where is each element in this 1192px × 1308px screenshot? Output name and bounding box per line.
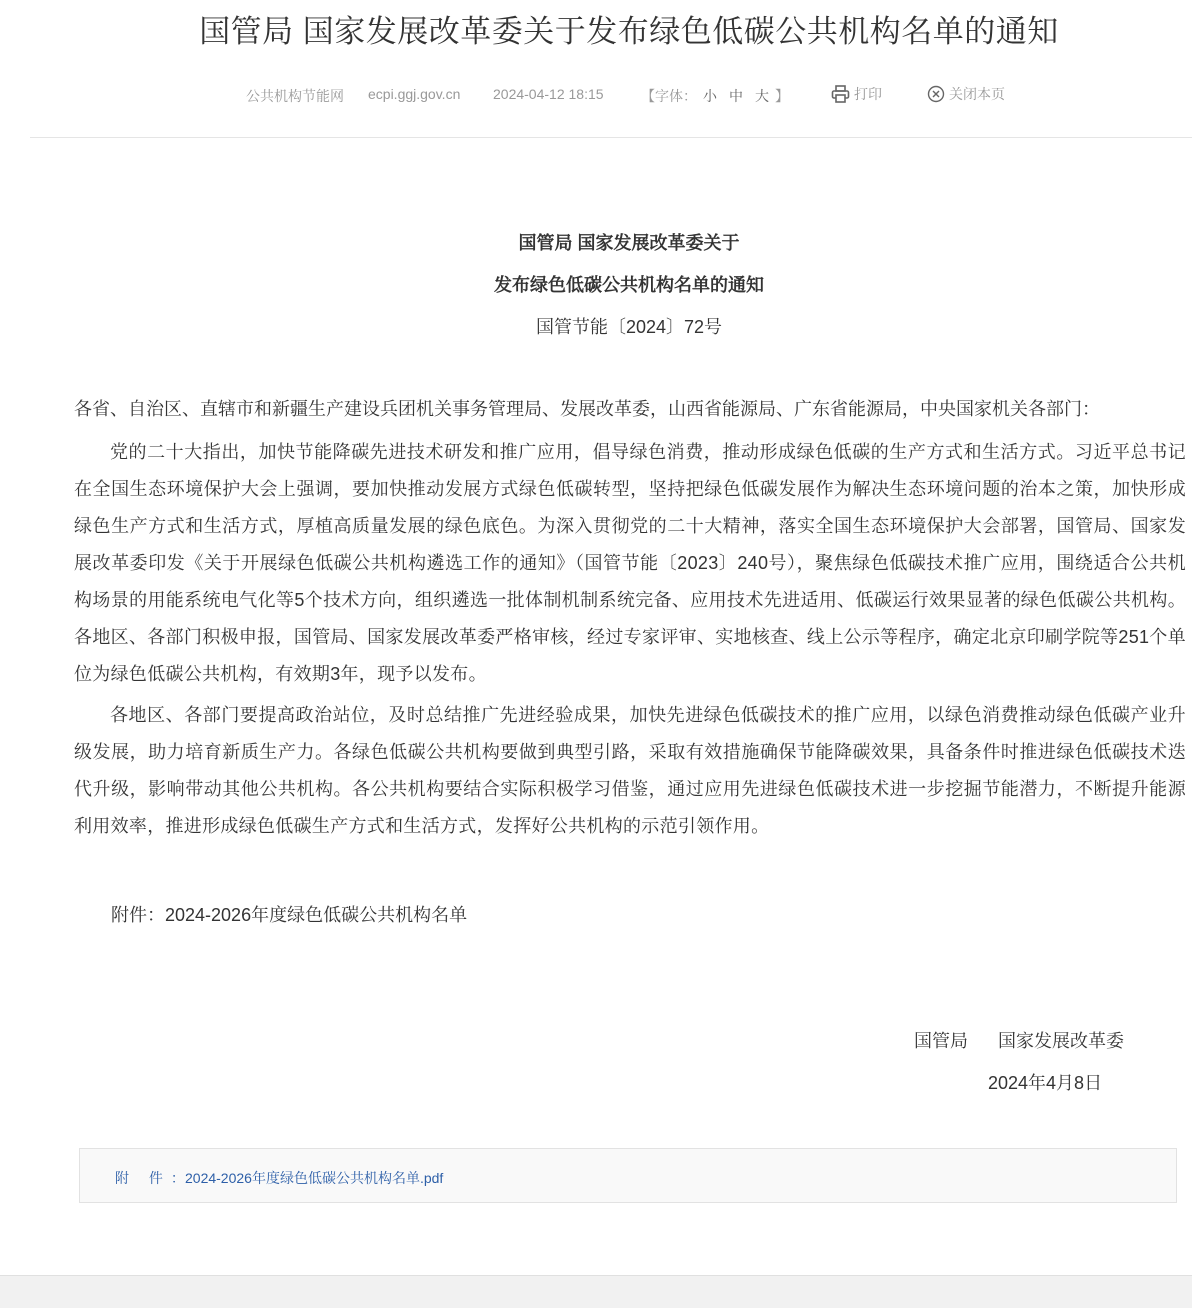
source-domain: ecpi.ggj.gov.cn — [368, 86, 461, 102]
font-size-bracket: 】 — [775, 88, 789, 104]
body-paragraph-1: 党的二十大指出，加快节能降碳先进技术研发和推广应用，倡导绿色消费，推动形成绿色低碳的生产方式和生活方式。习近平总书记在全国生态环境保护大会上强调，要加快推动发展方式绿色低碳转型，坚持把绿色低碳发展作为解决生态环境问题的治本之策，加快形成绿色生产方式和生活方式，厚植高质量发展的绿色底色。为深入贯彻党的二十大精神，落实全国生态环境保护大会部署，国管局、国家发展改革委印发《关于开展绿色低碳公共机构遴选工作的通知》（国管节能〔2023〕240号），聚焦绿色低碳技术推广应用，围绕适合公共机构场景的用能系统电气化等5个技术方向，组织遴选一批体制机制系统完备、应用技术先进适用、低碳运行效果显著的绿色低碳公共机构。各地区、各部门积极申报，国管局、国家发展改革委严格审核，经过专家评审、实地核查、线上公示等程序，确定北京印刷学院等251个单位为绿色低碳公共机构，有效期3年，现予以发布。 — [74, 442, 1186, 684]
header-divider — [30, 137, 1192, 138]
source-label: 公共机构节能网 — [246, 88, 344, 104]
document-heading-line2: 发布绿色低碳公共机构名单的通知 — [494, 275, 764, 295]
document-body — [74, 434, 1186, 845]
font-size-small-button[interactable]: 小 — [703, 88, 717, 104]
close-page-button[interactable] — [927, 84, 1005, 104]
attachment-file-link[interactable]: 2024-2026年度绿色低碳公共机构名单.pdf — [185, 1170, 444, 1186]
page-footer — [0, 1275, 1192, 1308]
article-meta-bar — [0, 84, 1192, 106]
signature-org-1: 国管局 — [914, 1031, 968, 1051]
signature-org-2: 国家发展改革委 — [998, 1031, 1124, 1051]
attachment-box — [79, 1148, 1177, 1203]
close-circle-icon — [927, 85, 945, 103]
printer-icon — [831, 85, 850, 103]
salutation: 各省、自治区、直辖市和新疆生产建设兵团机关事务管理局、发展改革委，山西省能源局、广东省能源局，中央国家机关各部门： — [74, 399, 1100, 419]
close-page-label: 关闭本页 — [949, 86, 1005, 102]
body-paragraph-2: 各地区、各部门要提高政治站位，及时总结推广先进经验成果，加快先进绿色低碳技术的推广应用，以绿色消费推动绿色低碳产业升级发展，助力培育新质生产力。各绿色低碳公共机构要做到典型引路，采取有效措施确保节能降碳效果，具备条件时推进绿色低碳技术迭代升级，影响带动其他公共机构。各公共机构要结合实际积极学习借鉴，通过应用先进绿色低碳技术进一步挖掘节能潜力，不断提升能源利用效率，推进形成绿色低碳生产方式和生活方式，发挥好公共机构的示范引领作用。 — [74, 705, 1186, 836]
document-heading-line1: 国管局 国家发展改革委关于 — [518, 233, 740, 253]
font-size-medium-button[interactable]: 中 — [729, 88, 743, 104]
page-title: 国管局 国家发展改革委关于发布绿色低碳公共机构名单的通知 — [199, 14, 1059, 49]
font-size-large-button[interactable]: 大 — [755, 88, 769, 104]
document-number: 国管节能〔2024〕72号 — [535, 317, 723, 337]
print-button[interactable] — [831, 84, 882, 104]
print-label: 打印 — [854, 86, 882, 102]
attachment-note: 附件：2024-2026年度绿色低碳公共机构名单 — [111, 905, 468, 925]
font-size-label: 【字体： — [641, 88, 697, 104]
attachment-label: 附 件： — [115, 1170, 193, 1186]
signature-date: 2024年4月8日 — [988, 1073, 1103, 1093]
publish-datetime: 2024-04-12 18:15 — [493, 86, 604, 102]
font-size-control — [641, 86, 789, 106]
